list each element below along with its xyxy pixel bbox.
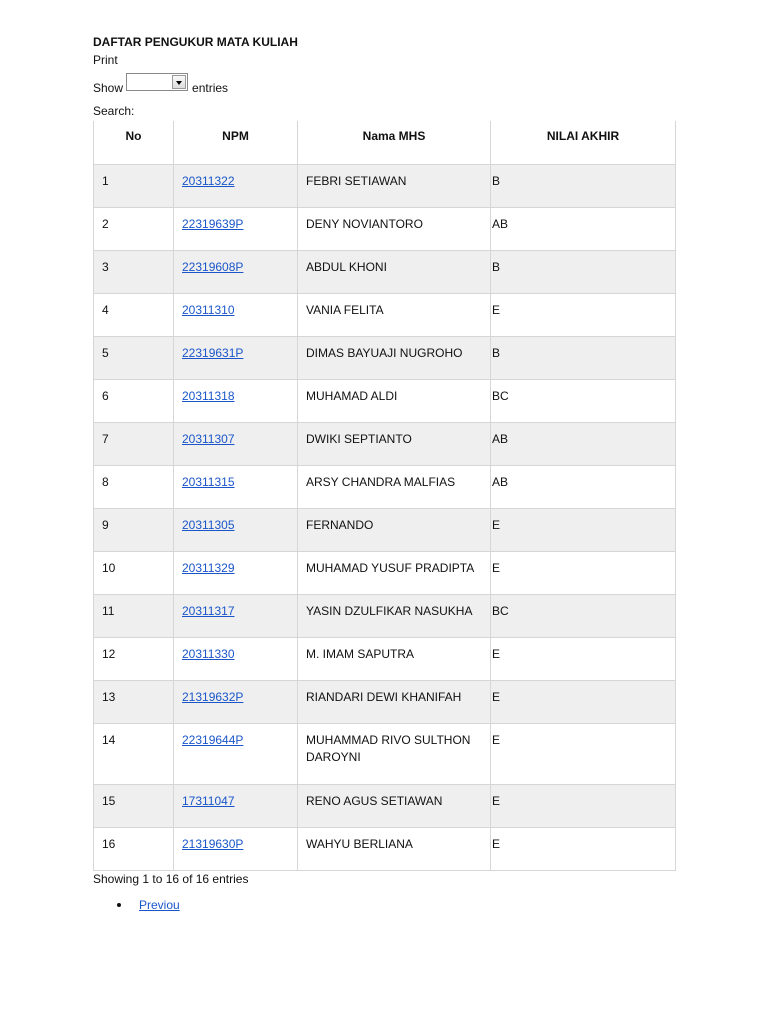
cell-no: 5 — [94, 336, 174, 379]
cell-nilai-akhir: AB — [491, 465, 676, 508]
cell-nama: ARSY CHANDRA MALFIAS — [298, 465, 491, 508]
npm-link[interactable]: 20311322 — [182, 173, 235, 188]
table-row — [94, 827, 676, 870]
table-row — [94, 637, 676, 680]
table-info: Showing 1 to 16 of 16 entries — [93, 871, 249, 886]
cell-nilai-akhir: BC — [491, 379, 676, 422]
table-row — [94, 551, 676, 594]
pagination-item-previous — [139, 897, 675, 913]
cell-no: 4 — [94, 293, 174, 336]
show-label: Show — [93, 81, 124, 95]
cell-nilai-akhir: E — [491, 637, 676, 680]
cell-nama: MUHAMAD ALDI — [298, 379, 491, 422]
cell-nama: FERNANDO — [298, 508, 491, 551]
cell-nilai-akhir: BC — [491, 594, 676, 637]
cell-nilai-akhir: E — [491, 508, 676, 551]
entries-label: entries — [192, 81, 229, 95]
cell-no: 16 — [94, 827, 174, 870]
cell-npm — [174, 784, 298, 827]
cell-no: 14 — [94, 723, 174, 784]
cell-nama: RIANDARI DEWI KHANIFAH — [298, 680, 491, 723]
table-row — [94, 784, 676, 827]
page-container — [93, 34, 675, 913]
npm-link[interactable]: 20311329 — [182, 560, 235, 575]
column-header-no[interactable]: No — [94, 121, 174, 164]
table-row — [94, 293, 676, 336]
cell-nilai-akhir: E — [491, 680, 676, 723]
npm-link[interactable]: 20311318 — [182, 388, 235, 403]
table-row — [94, 680, 676, 723]
cell-no: 10 — [94, 551, 174, 594]
cell-nilai-akhir: B — [491, 250, 676, 293]
cell-nilai-akhir: AB — [491, 207, 676, 250]
table-row — [94, 508, 676, 551]
npm-link[interactable]: 21319632P — [182, 689, 244, 704]
table-body — [94, 164, 676, 870]
cell-nilai-akhir: B — [491, 336, 676, 379]
cell-npm — [174, 827, 298, 870]
table-row — [94, 379, 676, 422]
cell-nilai-akhir: E — [491, 827, 676, 870]
cell-no: 8 — [94, 465, 174, 508]
cell-npm — [174, 379, 298, 422]
search-label: Search: — [93, 104, 135, 118]
table-row — [94, 164, 676, 207]
cell-nama: DWIKI SEPTIANTO — [298, 422, 491, 465]
cell-npm — [174, 164, 298, 207]
npm-link[interactable]: 21319630P — [182, 836, 244, 851]
cell-npm — [174, 508, 298, 551]
show-entries-control — [93, 73, 675, 97]
npm-link[interactable]: 20311310 — [182, 302, 235, 317]
cell-npm — [174, 336, 298, 379]
cell-npm — [174, 551, 298, 594]
cell-nama: MUHAMMAD RIVO SULTHON DAROYNI — [298, 723, 491, 784]
print-label[interactable]: Print — [93, 53, 118, 67]
cell-no: 12 — [94, 637, 174, 680]
cell-nilai-akhir: B — [491, 164, 676, 207]
npm-link[interactable]: 22319639P — [182, 216, 244, 231]
npm-link[interactable]: 22319644P — [182, 732, 244, 747]
cell-no: 11 — [94, 594, 174, 637]
bullet-icon — [117, 903, 121, 907]
cell-nilai-akhir: E — [491, 293, 676, 336]
cell-nilai-akhir: E — [491, 723, 676, 784]
cell-nama: DENY NOVIANTORO — [298, 207, 491, 250]
npm-link[interactable]: 20311315 — [182, 474, 235, 489]
table-row — [94, 723, 676, 784]
npm-link[interactable]: 20311330 — [182, 646, 235, 661]
npm-link[interactable]: 22319608P — [182, 259, 244, 274]
cell-nama: ABDUL KHONI — [298, 250, 491, 293]
cell-no: 1 — [94, 164, 174, 207]
cell-nama: FEBRI SETIAWAN — [298, 164, 491, 207]
cell-nilai-akhir: AB — [491, 422, 676, 465]
cell-nama: YASIN DZULFIKAR NASUKHA — [298, 594, 491, 637]
npm-link[interactable]: 20311305 — [182, 517, 235, 532]
cell-nama: DIMAS BAYUAJI NUGROHO — [298, 336, 491, 379]
cell-npm — [174, 465, 298, 508]
cell-no: 3 — [94, 250, 174, 293]
cell-npm — [174, 723, 298, 784]
cell-no: 9 — [94, 508, 174, 551]
table-row — [94, 465, 676, 508]
page-title: DAFTAR PENGUKUR MATA KULIAH — [93, 35, 298, 49]
pagination — [93, 897, 675, 913]
npm-link[interactable]: 20311307 — [182, 431, 235, 446]
cell-nama: VANIA FELITA — [298, 293, 491, 336]
cell-npm — [174, 637, 298, 680]
npm-link[interactable]: 20311317 — [182, 603, 235, 618]
cell-nilai-akhir: E — [491, 784, 676, 827]
chevron-down-icon[interactable] — [172, 75, 186, 89]
cell-no: 13 — [94, 680, 174, 723]
cell-npm — [174, 207, 298, 250]
cell-nilai-akhir: E — [491, 551, 676, 594]
cell-no: 2 — [94, 207, 174, 250]
table-header-row — [94, 121, 676, 164]
npm-link[interactable]: 22319631P — [182, 345, 244, 360]
table-row — [94, 336, 676, 379]
cell-nama: M. IMAM SAPUTRA — [298, 637, 491, 680]
cell-nama: RENO AGUS SETIAWAN — [298, 784, 491, 827]
table-row — [94, 594, 676, 637]
cell-npm — [174, 594, 298, 637]
table-row — [94, 250, 676, 293]
grades-table — [93, 121, 676, 871]
column-header-npm[interactable]: NPM — [174, 121, 298, 164]
entries-select[interactable] — [126, 73, 188, 91]
cell-npm — [174, 293, 298, 336]
cell-nama: MUHAMAD YUSUF PRADIPTA — [298, 551, 491, 594]
cell-nama: WAHYU BERLIANA — [298, 827, 491, 870]
cell-no: 7 — [94, 422, 174, 465]
column-header-nilai[interactable]: NILAI AKHIR — [491, 121, 676, 164]
cell-npm — [174, 680, 298, 723]
table-row — [94, 207, 676, 250]
previous-link[interactable]: Previou — [139, 897, 180, 912]
npm-link[interactable]: 17311047 — [182, 793, 235, 808]
cell-npm — [174, 250, 298, 293]
table-row — [94, 422, 676, 465]
column-header-nama[interactable]: Nama MHS — [298, 121, 491, 164]
cell-no: 15 — [94, 784, 174, 827]
cell-npm — [174, 422, 298, 465]
cell-no: 6 — [94, 379, 174, 422]
